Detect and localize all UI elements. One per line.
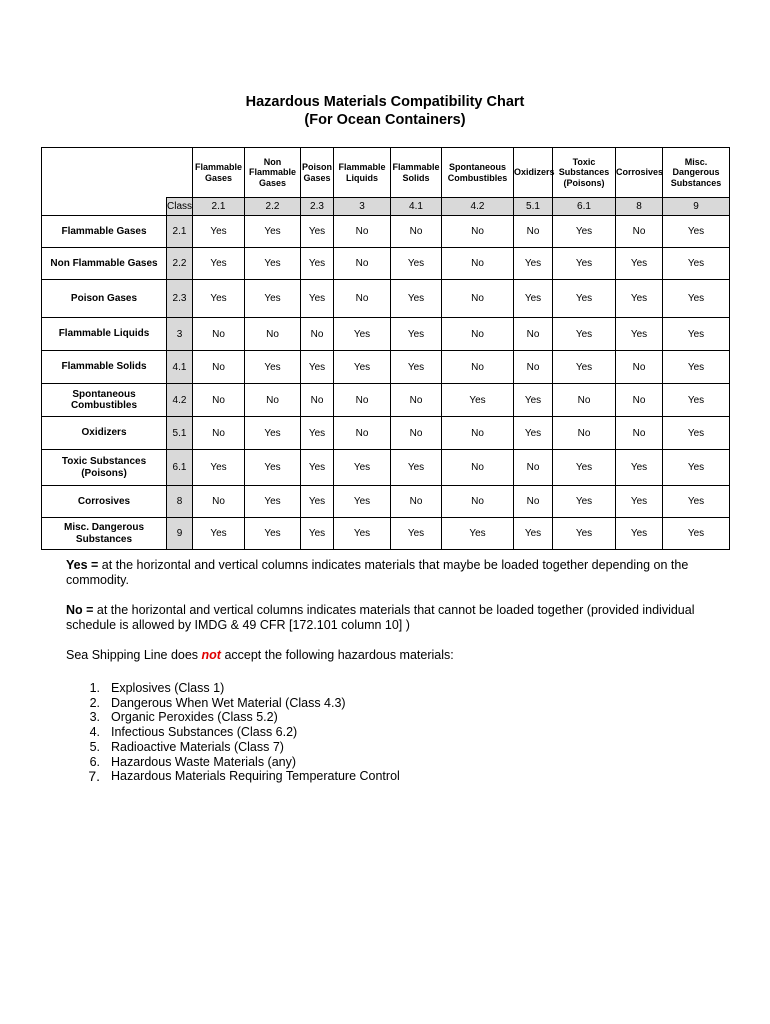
compatibility-cell: No — [193, 486, 245, 518]
column-header: Spontaneous Combustibles — [442, 148, 514, 198]
title-line-2: (For Ocean Containers) — [304, 112, 466, 128]
row-class-number: 9 — [167, 518, 193, 550]
compatibility-cell: No — [193, 417, 245, 450]
compatibility-cell: Yes — [442, 518, 514, 550]
column-header: Oxidizers — [514, 148, 553, 198]
compatibility-cell: Yes — [663, 248, 730, 280]
compatibility-cell: No — [391, 384, 442, 417]
compatibility-cell: Yes — [245, 351, 301, 384]
compatibility-cell: No — [391, 486, 442, 518]
compatibility-cell: No — [334, 216, 391, 248]
compatibility-cell: No — [514, 216, 553, 248]
row-material-name: Toxic Substances (Poisons) — [42, 450, 167, 486]
compatibility-cell: Yes — [334, 450, 391, 486]
compatibility-body — [42, 216, 730, 550]
table-row — [42, 280, 730, 318]
class-number-row — [42, 198, 730, 216]
row-material-name: Spontaneous Combustibles — [42, 384, 167, 417]
notes-section — [66, 558, 716, 678]
row-material-name: Poison Gases — [42, 280, 167, 318]
compatibility-cell: Yes — [553, 518, 616, 550]
page-title — [0, 93, 770, 129]
column-class-number: 9 — [663, 198, 730, 216]
row-material-name: Oxidizers — [42, 417, 167, 450]
compatibility-cell: Yes — [245, 417, 301, 450]
list-item — [66, 740, 400, 755]
compatibility-cell: Yes — [301, 450, 334, 486]
compatibility-cell: Yes — [391, 280, 442, 318]
table-row — [42, 351, 730, 384]
compatibility-cell: No — [616, 417, 663, 450]
compatibility-cell: No — [616, 384, 663, 417]
compatibility-cell: Yes — [663, 450, 730, 486]
compatibility-cell: No — [616, 216, 663, 248]
compatibility-cell: Yes — [301, 486, 334, 518]
compatibility-cell: No — [391, 216, 442, 248]
list-item — [66, 725, 400, 740]
compatibility-cell: Yes — [663, 351, 730, 384]
compatibility-cell: Yes — [193, 248, 245, 280]
table-row — [42, 384, 730, 417]
compatibility-cell: No — [245, 318, 301, 351]
compatibility-cell: Yes — [442, 384, 514, 417]
compatibility-cell: Yes — [193, 450, 245, 486]
no-note — [66, 603, 716, 633]
list-item-number: 3. — [89, 710, 100, 725]
compatibility-table — [41, 147, 730, 550]
compatibility-cell: Yes — [245, 216, 301, 248]
accept-after: accept the following hazardous materials: — [220, 648, 454, 662]
compatibility-cell: Yes — [514, 248, 553, 280]
list-item-number: 6. — [89, 754, 100, 769]
compatibility-cell: Yes — [391, 450, 442, 486]
compatibility-cell: Yes — [663, 384, 730, 417]
row-material-name: Non Flammable Gases — [42, 248, 167, 280]
compatibility-cell: No — [442, 280, 514, 318]
compatibility-cell: Yes — [616, 518, 663, 550]
compatibility-cell: Yes — [553, 450, 616, 486]
row-class-number: 2.3 — [167, 280, 193, 318]
list-item-number: 5. — [89, 739, 100, 754]
row-material-name: Flammable Gases — [42, 216, 167, 248]
compatibility-cell: Yes — [245, 248, 301, 280]
row-material-name: Flammable Solids — [42, 351, 167, 384]
compatibility-cell: Yes — [553, 318, 616, 351]
table-row — [42, 518, 730, 550]
list-item — [66, 755, 400, 770]
compatibility-cell: Yes — [301, 351, 334, 384]
compatibility-cell: Yes — [514, 518, 553, 550]
compatibility-cell: Yes — [193, 216, 245, 248]
compatibility-cell: Yes — [391, 351, 442, 384]
compatibility-cell: No — [442, 318, 514, 351]
column-class-number: 2.1 — [193, 198, 245, 216]
table-row — [42, 450, 730, 486]
column-class-number: 4.2 — [442, 198, 514, 216]
compatibility-cell: Yes — [245, 518, 301, 550]
column-header: Flammable Liquids — [334, 148, 391, 198]
compatibility-cell: No — [334, 248, 391, 280]
list-item-number: 7. — [88, 768, 100, 785]
list-item — [66, 769, 400, 784]
compatibility-cell: Yes — [663, 417, 730, 450]
compatibility-cell: No — [301, 384, 334, 417]
row-material-name: Flammable Liquids — [42, 318, 167, 351]
compatibility-cell: No — [442, 351, 514, 384]
row-material-name: Corrosives — [42, 486, 167, 518]
row-class-number: 8 — [167, 486, 193, 518]
list-item — [66, 710, 400, 725]
compatibility-cell: Yes — [514, 417, 553, 450]
column-header: Non Flammable Gases — [245, 148, 301, 198]
column-header: Toxic Substances (Poisons) — [553, 148, 616, 198]
compatibility-cell: Yes — [663, 318, 730, 351]
compatibility-cell: No — [442, 248, 514, 280]
row-class-number: 2.1 — [167, 216, 193, 248]
compatibility-cell: No — [193, 351, 245, 384]
table-row — [42, 486, 730, 518]
compatibility-cell: Yes — [553, 248, 616, 280]
column-class-number: 5.1 — [514, 198, 553, 216]
compatibility-cell: No — [334, 384, 391, 417]
table-row — [42, 417, 730, 450]
compatibility-cell: No — [334, 417, 391, 450]
compatibility-cell: Yes — [301, 248, 334, 280]
yes-note — [66, 558, 716, 588]
compatibility-cell: Yes — [616, 318, 663, 351]
column-header: Flammable Gases — [193, 148, 245, 198]
accept-before: Sea Shipping Line does — [66, 648, 202, 662]
compatibility-cell: Yes — [301, 417, 334, 450]
column-header: Poison Gases — [301, 148, 334, 198]
list-item-text: Hazardous Materials Requiring Temperature Control — [111, 769, 400, 784]
table-row — [42, 216, 730, 248]
compatibility-cell: No — [553, 384, 616, 417]
compatibility-cell: No — [442, 216, 514, 248]
not-accepted-list — [66, 681, 400, 784]
row-material-name: Misc. Dangerous Substances — [42, 518, 167, 550]
compatibility-cell: Yes — [301, 280, 334, 318]
compatibility-cell: Yes — [553, 216, 616, 248]
row-class-number: 3 — [167, 318, 193, 351]
compatibility-cell: Yes — [553, 351, 616, 384]
list-item-number: 2. — [89, 695, 100, 710]
compatibility-cell: Yes — [391, 318, 442, 351]
compatibility-cell: Yes — [334, 318, 391, 351]
compatibility-cell: Yes — [616, 248, 663, 280]
compatibility-cell: Yes — [391, 518, 442, 550]
compatibility-cell: No — [442, 450, 514, 486]
class-row-blank — [42, 198, 167, 216]
compatibility-cell: Yes — [245, 486, 301, 518]
list-item — [66, 681, 400, 696]
list-item — [66, 696, 400, 711]
table-row — [42, 248, 730, 280]
compatibility-cell: Yes — [616, 486, 663, 518]
compatibility-cell: No — [245, 384, 301, 417]
compatibility-cell: Yes — [663, 216, 730, 248]
column-class-number: 2.2 — [245, 198, 301, 216]
compatibility-cell: Yes — [663, 486, 730, 518]
compatibility-cell: Yes — [514, 280, 553, 318]
list-item-text: Dangerous When Wet Material (Class 4.3) — [111, 695, 346, 710]
compatibility-cell: No — [391, 417, 442, 450]
list-item-text: Hazardous Waste Materials (any) — [111, 754, 297, 769]
row-class-number: 4.2 — [167, 384, 193, 417]
compatibility-cell: Yes — [193, 280, 245, 318]
table-row — [42, 318, 730, 351]
column-header: Misc. Dangerous Substances — [663, 148, 730, 198]
compatibility-cell: Yes — [193, 518, 245, 550]
compatibility-cell: No — [442, 417, 514, 450]
compatibility-cell: Yes — [553, 486, 616, 518]
accept-note — [66, 648, 716, 663]
list-item-number: 1. — [89, 681, 100, 695]
compatibility-cell: Yes — [616, 280, 663, 318]
no-term: No = — [66, 603, 94, 617]
header-corner — [42, 148, 193, 198]
list-item-text: Infectious Substances (Class 6.2) — [111, 725, 298, 740]
compatibility-cell: No — [514, 450, 553, 486]
compatibility-cell: No — [616, 351, 663, 384]
list-item-text: Organic Peroxides (Class 5.2) — [111, 710, 278, 725]
compatibility-cell: No — [334, 280, 391, 318]
list-item-text: Explosives (Class 1) — [111, 681, 225, 695]
compatibility-cell: Yes — [553, 280, 616, 318]
compatibility-cell: No — [514, 351, 553, 384]
row-class-number: 6.1 — [167, 450, 193, 486]
title-line-1: Hazardous Materials Compatibility Chart — [245, 94, 525, 110]
compatibility-cell: No — [514, 486, 553, 518]
row-class-number: 2.2 — [167, 248, 193, 280]
compatibility-cell: Yes — [301, 216, 334, 248]
compatibility-cell: No — [514, 318, 553, 351]
yes-term: Yes = — [66, 558, 99, 572]
no-text: at the horizontal and vertical columns indicates materials that cannot be loaded together (provided individual schedule is allowed by IMDG & 49 CFR [172.101 column 10] ) — [66, 603, 695, 632]
column-class-number: 8 — [616, 198, 663, 216]
compatibility-cell: Yes — [301, 518, 334, 550]
column-class-number: 3 — [334, 198, 391, 216]
compatibility-cell: Yes — [663, 518, 730, 550]
compatibility-cell: Yes — [663, 280, 730, 318]
compatibility-cell: Yes — [245, 450, 301, 486]
compatibility-cell: Yes — [334, 518, 391, 550]
compatibility-cell: Yes — [391, 248, 442, 280]
yes-text: at the horizontal and vertical columns indicates materials that maybe be loaded together depending on the commodity. — [66, 558, 689, 587]
column-header: Flammable Solids — [391, 148, 442, 198]
column-header-row — [42, 148, 730, 198]
compatibility-cell: Yes — [514, 384, 553, 417]
accept-emphasis: not — [201, 648, 221, 662]
column-class-number: 4.1 — [391, 198, 442, 216]
column-header: Corrosives — [616, 148, 663, 198]
class-corner-label: Class — [167, 198, 193, 216]
compatibility-cell: No — [193, 384, 245, 417]
compatibility-cell: No — [193, 318, 245, 351]
column-class-number: 2.3 — [301, 198, 334, 216]
row-class-number: 5.1 — [167, 417, 193, 450]
compatibility-cell: Yes — [616, 450, 663, 486]
compatibility-cell: Yes — [334, 486, 391, 518]
compatibility-cell: Yes — [245, 280, 301, 318]
column-class-number: 6.1 — [553, 198, 616, 216]
compatibility-cell: No — [442, 486, 514, 518]
list-item-text: Radioactive Materials (Class 7) — [111, 739, 284, 754]
row-class-number: 4.1 — [167, 351, 193, 384]
compatibility-cell: Yes — [334, 351, 391, 384]
compatibility-cell: No — [301, 318, 334, 351]
compatibility-cell: No — [553, 417, 616, 450]
list-item-number: 4. — [89, 725, 100, 740]
